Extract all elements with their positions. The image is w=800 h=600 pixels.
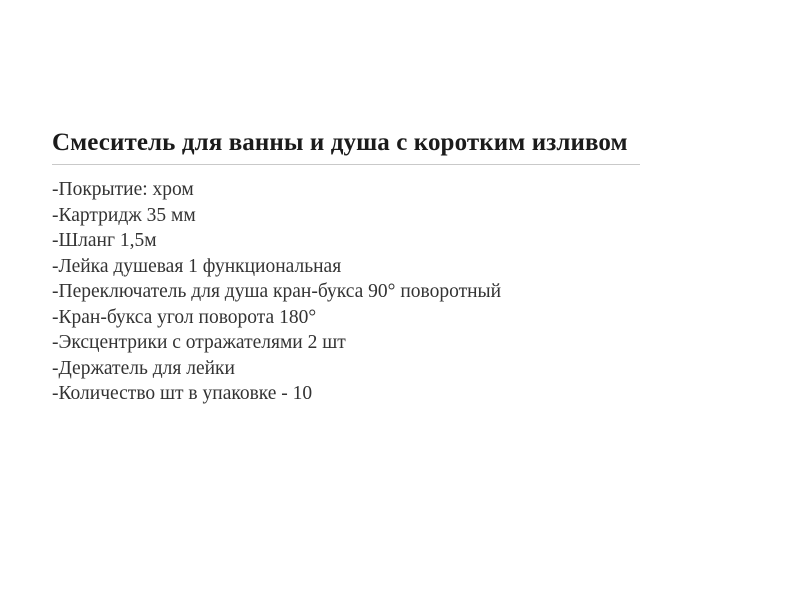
list-item: -Переключатель для душа кран-букса 90° поворотный	[52, 281, 502, 302]
page-title: Смеситель для ванны и душа с коротким изливом	[52, 129, 628, 156]
list-item: -Лейка душевая 1 функциональная	[52, 255, 342, 277]
list-item: -Покрытие: хром	[52, 179, 194, 200]
document-content	[52, 128, 752, 407]
list-item: -Картридж 35 мм	[52, 204, 196, 226]
title-divider	[52, 164, 640, 165]
specification-list	[52, 177, 752, 407]
list-item: -Кран-букса угол поворота 180°	[52, 306, 317, 328]
list-item: -Держатель для лейки	[52, 357, 235, 379]
list-item: -Количество шт в упаковке - 10	[52, 383, 313, 404]
list-item: -Эксцентрики с отражателями 2 шт	[52, 332, 346, 353]
list-item: -Шланг 1,5м	[52, 230, 157, 251]
